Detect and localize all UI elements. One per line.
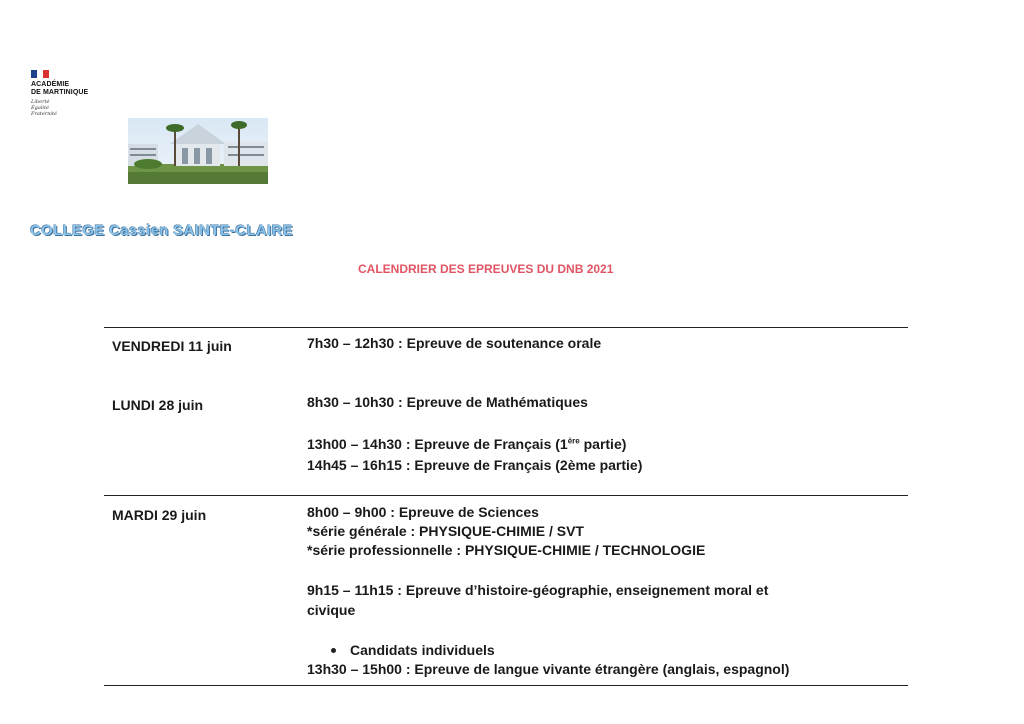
day-vendredi: VENDREDI 11 juin bbox=[112, 338, 232, 354]
motto-egalite: Égalité bbox=[31, 105, 49, 111]
divider-middle bbox=[104, 495, 908, 496]
french-flag-icon bbox=[31, 70, 49, 78]
mardi-line-6: 13h30 – 15h00 : Epreuve de langue vivante étrangère (anglais, espagnol) bbox=[307, 661, 790, 677]
vendredi-line-1: 7h30 – 12h30 : Epreuve de soutenance orale bbox=[307, 335, 602, 351]
mardi-line-5: civique bbox=[307, 602, 356, 618]
mardi-line-4: 9h15 – 11h15 : Epreuve d’histoire-géographie, enseignement moral et bbox=[307, 582, 769, 598]
lundi-line-2 bbox=[307, 436, 626, 452]
school-photo bbox=[128, 118, 268, 184]
motto-liberte: Liberté bbox=[31, 99, 50, 105]
academie-logo bbox=[31, 70, 111, 117]
day-mardi: MARDI 29 juin bbox=[112, 507, 207, 523]
lundi-line-2-main: 13h00 – 14h30 : Epreuve de Français (1 bbox=[307, 436, 568, 452]
mardi-line-3: *série professionnelle : PHYSIQUE-CHIMIE / TECHNOLOGIE bbox=[307, 542, 706, 558]
school-name: COLLEGE Cassien SAINTE-CLAIRE bbox=[30, 222, 293, 239]
lundi-line-1: 8h30 – 10h30 : Epreuve de Mathématiques bbox=[307, 394, 588, 410]
flag-red-stripe bbox=[43, 70, 49, 78]
mardi-line-1: 8h00 – 9h00 : Epreuve de Sciences bbox=[307, 504, 539, 520]
bullet-icon bbox=[331, 648, 336, 653]
mardi-line-2: *série générale : PHYSIQUE-CHIMIE / SVT bbox=[307, 523, 584, 539]
logo-name-line1: ACADÉMIE bbox=[31, 81, 70, 88]
school-building-image bbox=[128, 118, 268, 184]
lundi-line-2-sup: ère bbox=[567, 436, 580, 446]
document-title: CALENDRIER DES EPREUVES DU DNB 2021 bbox=[358, 262, 614, 276]
logo-motto bbox=[31, 99, 111, 117]
divider-bottom bbox=[104, 685, 908, 686]
lundi-line-3: 14h45 – 16h15 : Epreuve de Français (2ème partie) bbox=[307, 457, 643, 473]
divider-top bbox=[104, 327, 908, 328]
logo-name-line2: DE MARTINIQUE bbox=[31, 89, 89, 96]
day-lundi: LUNDI 28 juin bbox=[112, 397, 204, 413]
motto-fraternite: Fraternité bbox=[31, 111, 57, 117]
lundi-line-2-end: partie) bbox=[579, 436, 627, 452]
mardi-bullet-item: Candidats individuels bbox=[350, 642, 495, 658]
